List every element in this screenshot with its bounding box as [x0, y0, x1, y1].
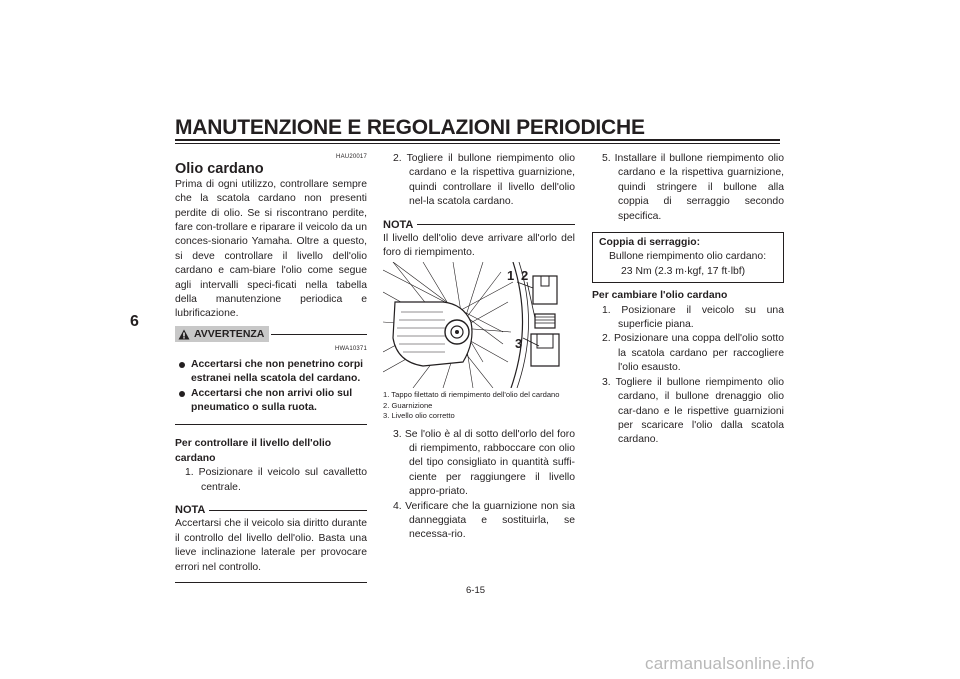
caption-3: 3. Livello olio corretto: [383, 411, 455, 420]
chapter-number: 6: [130, 313, 139, 330]
bullet-icon: [179, 362, 185, 368]
torque-value: 23 Nm (2.3 m·kgf, 17 ft·lbf): [621, 265, 746, 277]
step-2: 2. Togliere il bullone riempimento olio cardano e la rispettiva guarnizione, quindi controllare il livello dell'olio nel-la scatola cardano.: [393, 153, 575, 208]
warning-item: Accertarsi che non penetrino corpi estranei nella scatola del cardano.: [179, 358, 367, 387]
watermark: carmanualsonline.info: [645, 654, 815, 673]
step-5: 5. Installare il bullone riempimento olio cardano e la rispettiva guarnizione, quindi stringere il bullone alla coppia di serraggio secondo specifica.: [602, 153, 784, 222]
warning-label-box: [175, 326, 269, 342]
torque-item: Bullone riempimento olio cardano:: [609, 251, 767, 263]
page-number: 6-15: [466, 585, 486, 596]
header-rule: [175, 139, 780, 141]
note-end-rule: [175, 582, 367, 583]
torque-spec-box: [592, 232, 784, 283]
check-heading: Per controllare il livello dell'olio cardano: [175, 438, 332, 464]
column-3: [592, 152, 784, 448]
warning-code: HWA10371: [334, 346, 367, 353]
intro-paragraph: Prima di ogni utilizzo, controllare sempre che la scatola cardano non presenti perdite di olio. Se si riscontrano perdite, fare con-trollare e riparare il veicolo da un conces-sionario Yamaha. Oltre a questo, si deve controllare il livello dell'olio cardano e cam-biare l'olio come segue agli intervalli speci-ficati nella tabella della manutenzione periodica e lubrificazione.: [175, 178, 367, 320]
change-step-1: 1. Posizionare il veicolo su una superficie piana.: [602, 304, 784, 331]
figure-label-3: 3: [515, 336, 523, 351]
final-gear-case-illustration: [383, 262, 575, 388]
warning-header: [175, 326, 367, 342]
step-1: 1. Posizionare il veicolo sul cavalletto centrale.: [185, 467, 367, 493]
note-label: NOTA: [383, 218, 414, 231]
change-step-2: 2. Posizionare una coppa dell'olio sotto la scatola cardano per raccogliere l'olio esausto.: [602, 333, 784, 374]
drive-shaft-figure: [383, 262, 575, 388]
section-code: HAU20017: [336, 154, 367, 160]
warning-label: AVVERTENZA: [194, 327, 265, 340]
column-2: [383, 152, 575, 269]
figure-label-1: 1: [507, 268, 515, 283]
change-step-3: 3. Togliere il bullone riempimento olio cardano, il bullone drenaggio olio car-dano e le rispettive guarnizioni per scaricare l'olio dalla scatola cardano.: [602, 376, 784, 446]
note-header: [383, 218, 575, 232]
caption-1: 1. Tappo filettato di riempimento dell'olio del cardano: [383, 390, 560, 399]
note-label: NOTA: [175, 503, 206, 516]
step-3: 3. Se l'olio è al di sotto dell'orlo del foro di riempimento, rabboccare con olio del tipo consigliato in quantità suffi-ciente per raggiungere il livello appro-priato.: [393, 428, 575, 498]
note-text: Accertarsi che il veicolo sia diritto durante il controllo del livello dell'olio. Basta una lieve inclinazione laterale per provocare errori nel controllo.: [175, 518, 367, 573]
torque-title: Coppia di serraggio:: [599, 237, 701, 249]
page-title: MANUTENZIONE E REGOLAZIONI PERIODICHE: [175, 116, 645, 139]
note-text: Il livello dell'olio deve arrivare all'orlo del foro di riempimento.: [383, 233, 575, 259]
step-4: 4. Verificare che la guarnizione non sia danneggiata e sostituirla, se necessa-rio.: [393, 500, 575, 541]
warning-end-rule: [175, 424, 367, 425]
note-header: [175, 503, 367, 517]
change-heading: Per cambiare l'olio cardano: [592, 290, 728, 302]
figure-label-2: 2: [521, 268, 529, 283]
column-2-lower: [383, 390, 575, 543]
bullet-icon: [179, 391, 185, 397]
column-1: [175, 150, 367, 583]
section-title: Olio cardano: [175, 161, 264, 178]
warning-triangle-icon: [178, 329, 190, 340]
warning-rule: [271, 334, 367, 335]
warning-list: [175, 358, 367, 416]
figure-captions: [383, 390, 575, 422]
header-rule-thin: [175, 143, 780, 144]
caption-2: 2. Guarnizione: [383, 400, 433, 410]
warning-item: Accertarsi che non arrivi olio sul pneumatico o sulla ruota.: [179, 387, 367, 416]
